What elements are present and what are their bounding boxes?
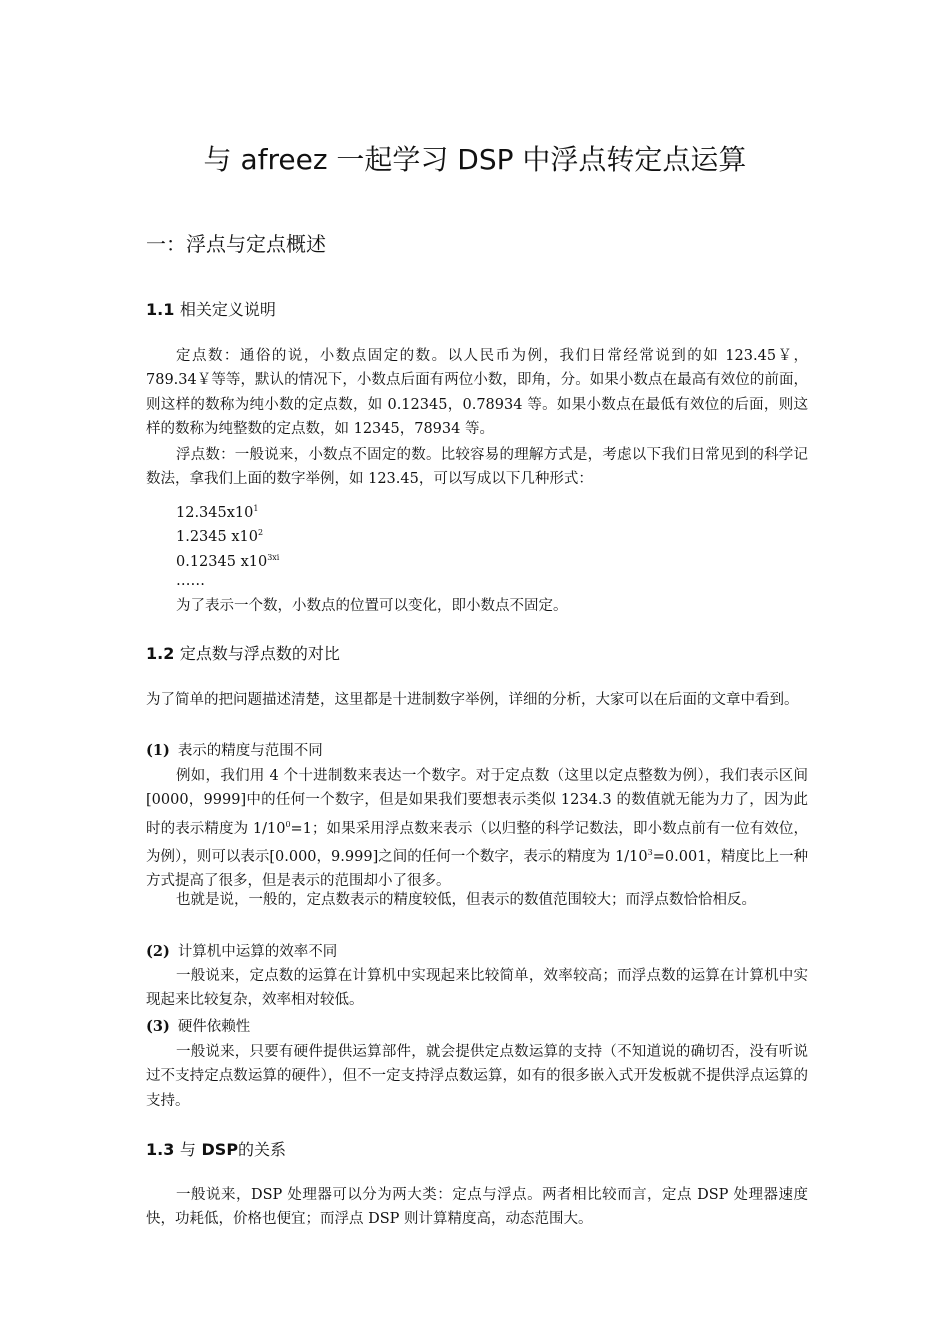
- section-heading-1-3: [146, 1137, 286, 1160]
- list-bullet: (3): [146, 1018, 170, 1035]
- paragraph-fixed-point-definition: 定点数：通俗的说，小数点固定的数。以人民币为例，我们日常经常说到的如 123.45￥，789.34￥等等，默认的情况下，小数点后面有两位小数，即角，分。如果小数点在最高有效位的前面，则这样的数称为纯小数的定点数，如 0.12345，0.78934 等。如果小数点在最低有效位的后面，则这样的数称为纯整数的定点数，如 12345，78934 等。: [146, 348, 808, 437]
- section-number: 1.2: [146, 644, 175, 663]
- list-label: 硬件依赖性: [177, 1019, 251, 1035]
- section-label: 定点数与浮点数的对比: [179, 644, 340, 663]
- list-item-1: [146, 739, 323, 763]
- paragraph-hardware-dependency: 一般说来，只要有硬件提供运算部件，就会提供定点数运算的支持（不知道说的确切否，没有听说过不支持定点数运算的硬件），但不一定支持浮点数运算，如有的很多嵌入式开发板就不提供浮点运算的支持。: [146, 1044, 808, 1109]
- paragraph-precision-range: [146, 764, 808, 893]
- list-label: 表示的精度与范围不同: [177, 743, 323, 759]
- list-bullet: (1): [146, 742, 170, 759]
- paragraph-comparison-intro: 为了简单的把问题描述清楚，这里都是十进制数字举例，详细的分析，大家可以在后面的文章中看到。: [146, 692, 799, 708]
- section-number: 1.1: [146, 300, 175, 319]
- paragraph-dsp-relation: 一般说来，DSP 处理器可以分为两大类：定点与浮点。两者相比较而言，定点 DSP 处理器速度快，功耗低，价格也便宜；而浮点 DSP 则计算精度高，动态范围大。: [146, 1187, 808, 1228]
- chapter-heading: 一：浮点与定点概述: [146, 232, 326, 256]
- section-number: 1.3: [146, 1140, 175, 1159]
- section-heading-1-2: [146, 641, 340, 664]
- section-label-post: 的关系: [238, 1140, 287, 1159]
- paragraph-decimal-not-fixed: 为了表示一个数，小数点的位置可以变化，即小数点不固定。: [176, 598, 568, 614]
- paragraph-floating-point-definition: 浮点数：一般说来，小数点不固定的数。比较容易的理解方式是，考虑以下我们日常见到的科学记数法，拿我们上面的数字举例，如 123.45，可以写成以下几种形式：: [146, 447, 808, 488]
- example-base: 12.345x10: [176, 505, 254, 521]
- list-item-3: [146, 1015, 250, 1039]
- list-label: 计算机中运算的效率不同: [177, 944, 338, 960]
- section-label: 相关定义说明: [179, 300, 276, 319]
- example-base: 1.2345 x10: [176, 529, 258, 545]
- text-run: 例如，我们用 4 个十进制数来表达一个数字。对于定点数（这里以定点整数为例），我们表示区间[0000，9999]中的任何一个数字，但是如果我们要想表示类似 1234.3 的数值就无能为力了，因为此时的表示精度为 1/10: [146, 768, 808, 837]
- exponent: 0: [285, 819, 291, 829]
- example-exponent: 1: [253, 504, 259, 513]
- example-exponent: 2: [257, 528, 264, 537]
- list-bullet: (2): [146, 943, 170, 960]
- list-item-2: [146, 940, 337, 964]
- example-ellipsis: ……: [176, 573, 205, 589]
- section-label-pre: 与: [179, 1140, 196, 1159]
- paragraph-efficiency: 一般说来，定点数的运算在计算机中实现起来比较简单，效率较高；而浮点数的运算在计算机中实现起来比较复杂，效率相对较低。: [146, 968, 808, 1009]
- example-line-2: [176, 521, 263, 549]
- text-run: =1；如果采用浮点数来表示（以归整的科学记数法，即小数点前有一位有效位，为例），则可以表示[0.000，9.999]之间的任何一个数字，表示的精度为 1/10: [146, 820, 809, 865]
- exponent: 3: [647, 847, 653, 857]
- paragraph-precision-summary: 也就是说，一般的，定点数表示的精度较低，但表示的数值范围较大；而浮点数恰恰相反。: [176, 892, 756, 908]
- section-label-strong: DSP: [201, 1140, 239, 1159]
- document-title: 与 afreez 一起学习 DSP 中浮点转定点运算: [203, 143, 747, 176]
- example-base: 0.12345 x10: [176, 554, 268, 570]
- section-heading-1-1: [146, 297, 276, 320]
- example-exponent: 3xi: [267, 553, 280, 562]
- text-run: =0.001，精度比上一种方式提高了很多，但是表示的范围却小了很多。: [146, 848, 808, 890]
